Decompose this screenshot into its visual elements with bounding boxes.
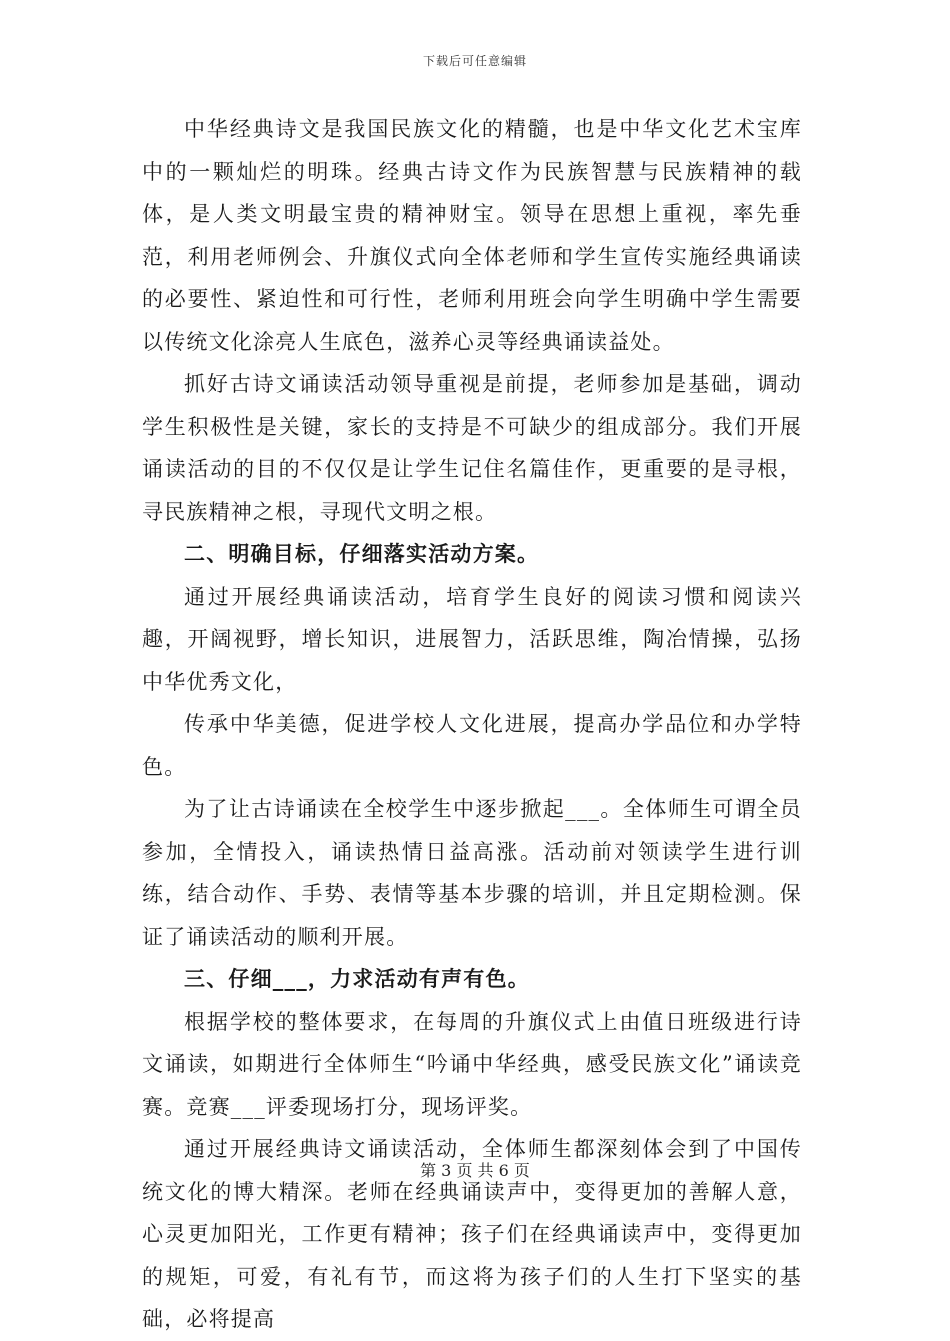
section-heading-3: 三、仔细___，力求活动有声有色。 — [184, 967, 530, 991]
paragraph-intro: 中华经典诗文是我国民族文化的精髓，也是中华文化艺术宝库中的一颗灿烂的明珠。经典古诗文作为民族智慧与民族精神的载体，是人类文明最宝贵的精神财宝。领导在思想上重视，率先垂范，利用老师例会、升旗仪式向全体老师和学生宣传实施经典诵读的必要性、紧迫性和可行性，老师利用班会向学生明确中学生需要以传统文化涂亮人生底色，滋养心灵等经典诵读益处。 — [142, 117, 802, 354]
page-number: 第 3 页 共 6 页 — [420, 1161, 530, 1180]
paragraph-participation: 为了让古诗诵读在全校学生中逐步掀起___。全体师生可谓全员参加，全情投入，诵读热情日益高涨。活动前对领读学生进行训练，结合动作、手势、表情等基本步骤的培训，并且定期检测。保证了诵读活动的顺利开展。 — [142, 797, 802, 949]
paragraph-outcomes: 通过开展经典诗文诵读活动，全体师生都深刻体会到了中国传统文化的博大精深。老师在经典诵读声中，变得更加的善解人意，心灵更加阳光，工作更有精神；孩子们在经典诵读声中，变得更加的规矩，可爱，有礼有节，而这将为孩子们的人生打下坚实的基础，必将提高 — [142, 1137, 802, 1331]
page-header: 下载后可任意编辑 — [422, 54, 527, 68]
paragraph-competition: 根据学校的整体要求，在每周的升旗仪式上由值日班级进行诗文诵读，如期进行全体师生“吟诵中华经典，感受民族文化”诵读竞赛。竞赛___评委现场打分，现场评奖。 — [142, 1009, 802, 1119]
section-heading-2: 二、明确目标，仔细落实活动方案。 — [184, 542, 540, 566]
paragraph-heritage: 传承中华美德，促进学校人文化进展，提高办学品位和办学特色。 — [142, 712, 802, 779]
document-body — [142, 108, 802, 1341]
paragraph-leadership: 抓好古诗文诵读活动领导重视是前提，老师参加是基础，调动学生积极性是关键，家长的支持是不可缺少的组成部分。我们开展诵读活动的目的不仅仅是让学生记住名篇佳作，更重要的是寻根，寻民族精神之根，寻现代文明之根。 — [142, 372, 802, 524]
paragraph-goals: 通过开展经典诵读活动，培育学生良好的阅读习惯和阅读兴趣，开阔视野，增长知识，进展智力，活跃思维，陶冶情操，弘扬中华优秀文化， — [142, 584, 802, 694]
